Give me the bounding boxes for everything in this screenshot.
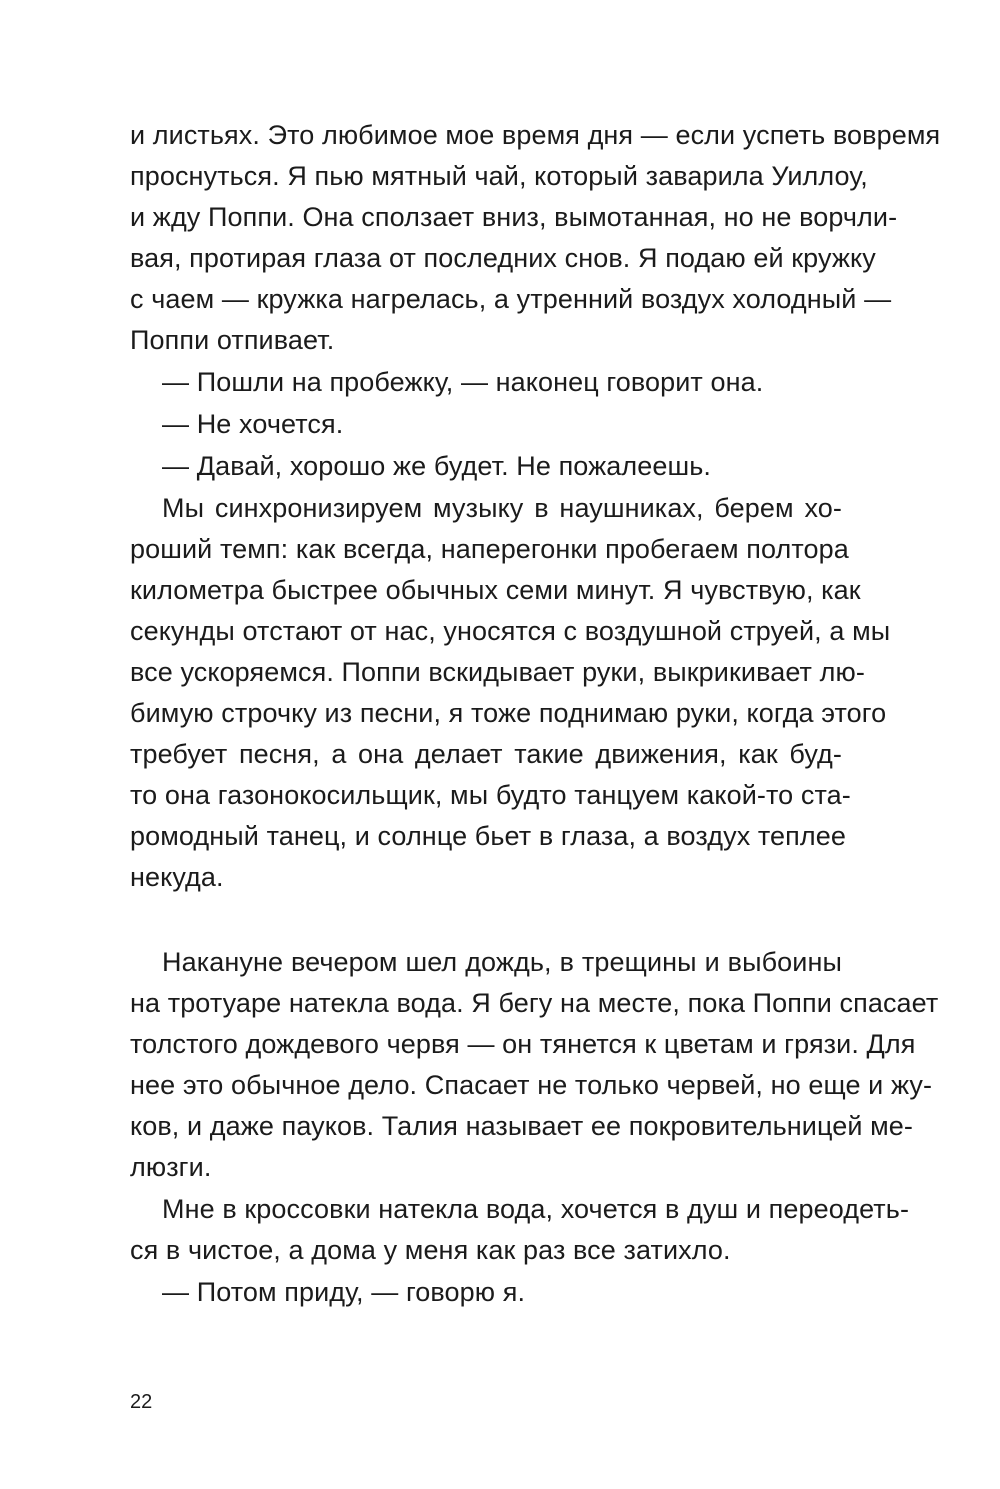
text-line: Накануне вечером шел дождь, в трещины и выбоины <box>162 947 842 977</box>
text-line: люзги. <box>130 1152 212 1182</box>
page-number: 22 <box>130 1391 153 1413</box>
text-line: Поппи отпивает. <box>130 325 335 355</box>
text-line: нее это обычное дело. Спасает не только червей, но еще и жу- <box>130 1070 933 1100</box>
text-line: вая, протирая глаза от последних снов. Я подаю ей кружку <box>130 243 876 273</box>
text-line: роший темп: как всегда, наперегонки пробегаем полтора <box>130 534 849 564</box>
dialogue-line: — Давай, хорошо же будет. Не пожалеешь. <box>162 451 712 481</box>
text-line: ромодный танец, и солнце бьет в глаза, а воздух теплее <box>130 821 846 851</box>
dialogue-line: — Пошли на пробежку, — наконец говорит она. <box>162 367 764 397</box>
text-line: ков, и даже пауков. Талия называет ее покровительницей ме- <box>130 1111 913 1141</box>
text-line: толстого дождевого червя — он тянется к цветам и грязи. Для <box>130 1029 916 1059</box>
text-line: километра быстрее обычных семи минут. Я чувствую, как <box>130 575 861 605</box>
text-line: Мы синхронизируем музыку в наушниках, берем хо- <box>162 493 842 523</box>
text-line: и жду Поппи. Она сползает вниз, вымотанная, но не ворчли- <box>130 202 898 232</box>
dialogue-line: — Потом приду, — говорю я. <box>162 1277 526 1307</box>
text-line: требует песня, а она делает такие движения, как буд- <box>130 739 842 769</box>
text-line: с чаем — кружка нагрелась, а утренний воздух холодный — <box>130 284 892 314</box>
text-line: секунды отстают от нас, уносятся с воздушной струей, а мы <box>130 616 891 646</box>
text-line: Мне в кроссовки натекла вода, хочется в душ и переодеть- <box>162 1194 910 1224</box>
text-line: на тротуаре натекла вода. Я бегу на месте, пока Поппи спасает <box>130 988 939 1018</box>
dialogue-line: — Не хочется. <box>162 409 344 439</box>
text-line: ся в чистое, а дома у меня как раз все затихло. <box>130 1235 731 1265</box>
text-line: и листьях. Это любимое мое время дня — если успеть вовремя <box>130 120 941 150</box>
text-line: то она газонокосильщик, мы будто танцуем какой-то ста- <box>130 780 851 810</box>
text-line: проснуться. Я пью мятный чай, который заварила Уиллоу, <box>130 161 868 191</box>
text-line: все ускоряемся. Поппи вскидывает руки, выкрикивает лю- <box>130 657 865 687</box>
text-line: бимую строчку из песни, я тоже поднимаю руки, когда этого <box>130 698 887 728</box>
text-line: некуда. <box>130 862 224 892</box>
